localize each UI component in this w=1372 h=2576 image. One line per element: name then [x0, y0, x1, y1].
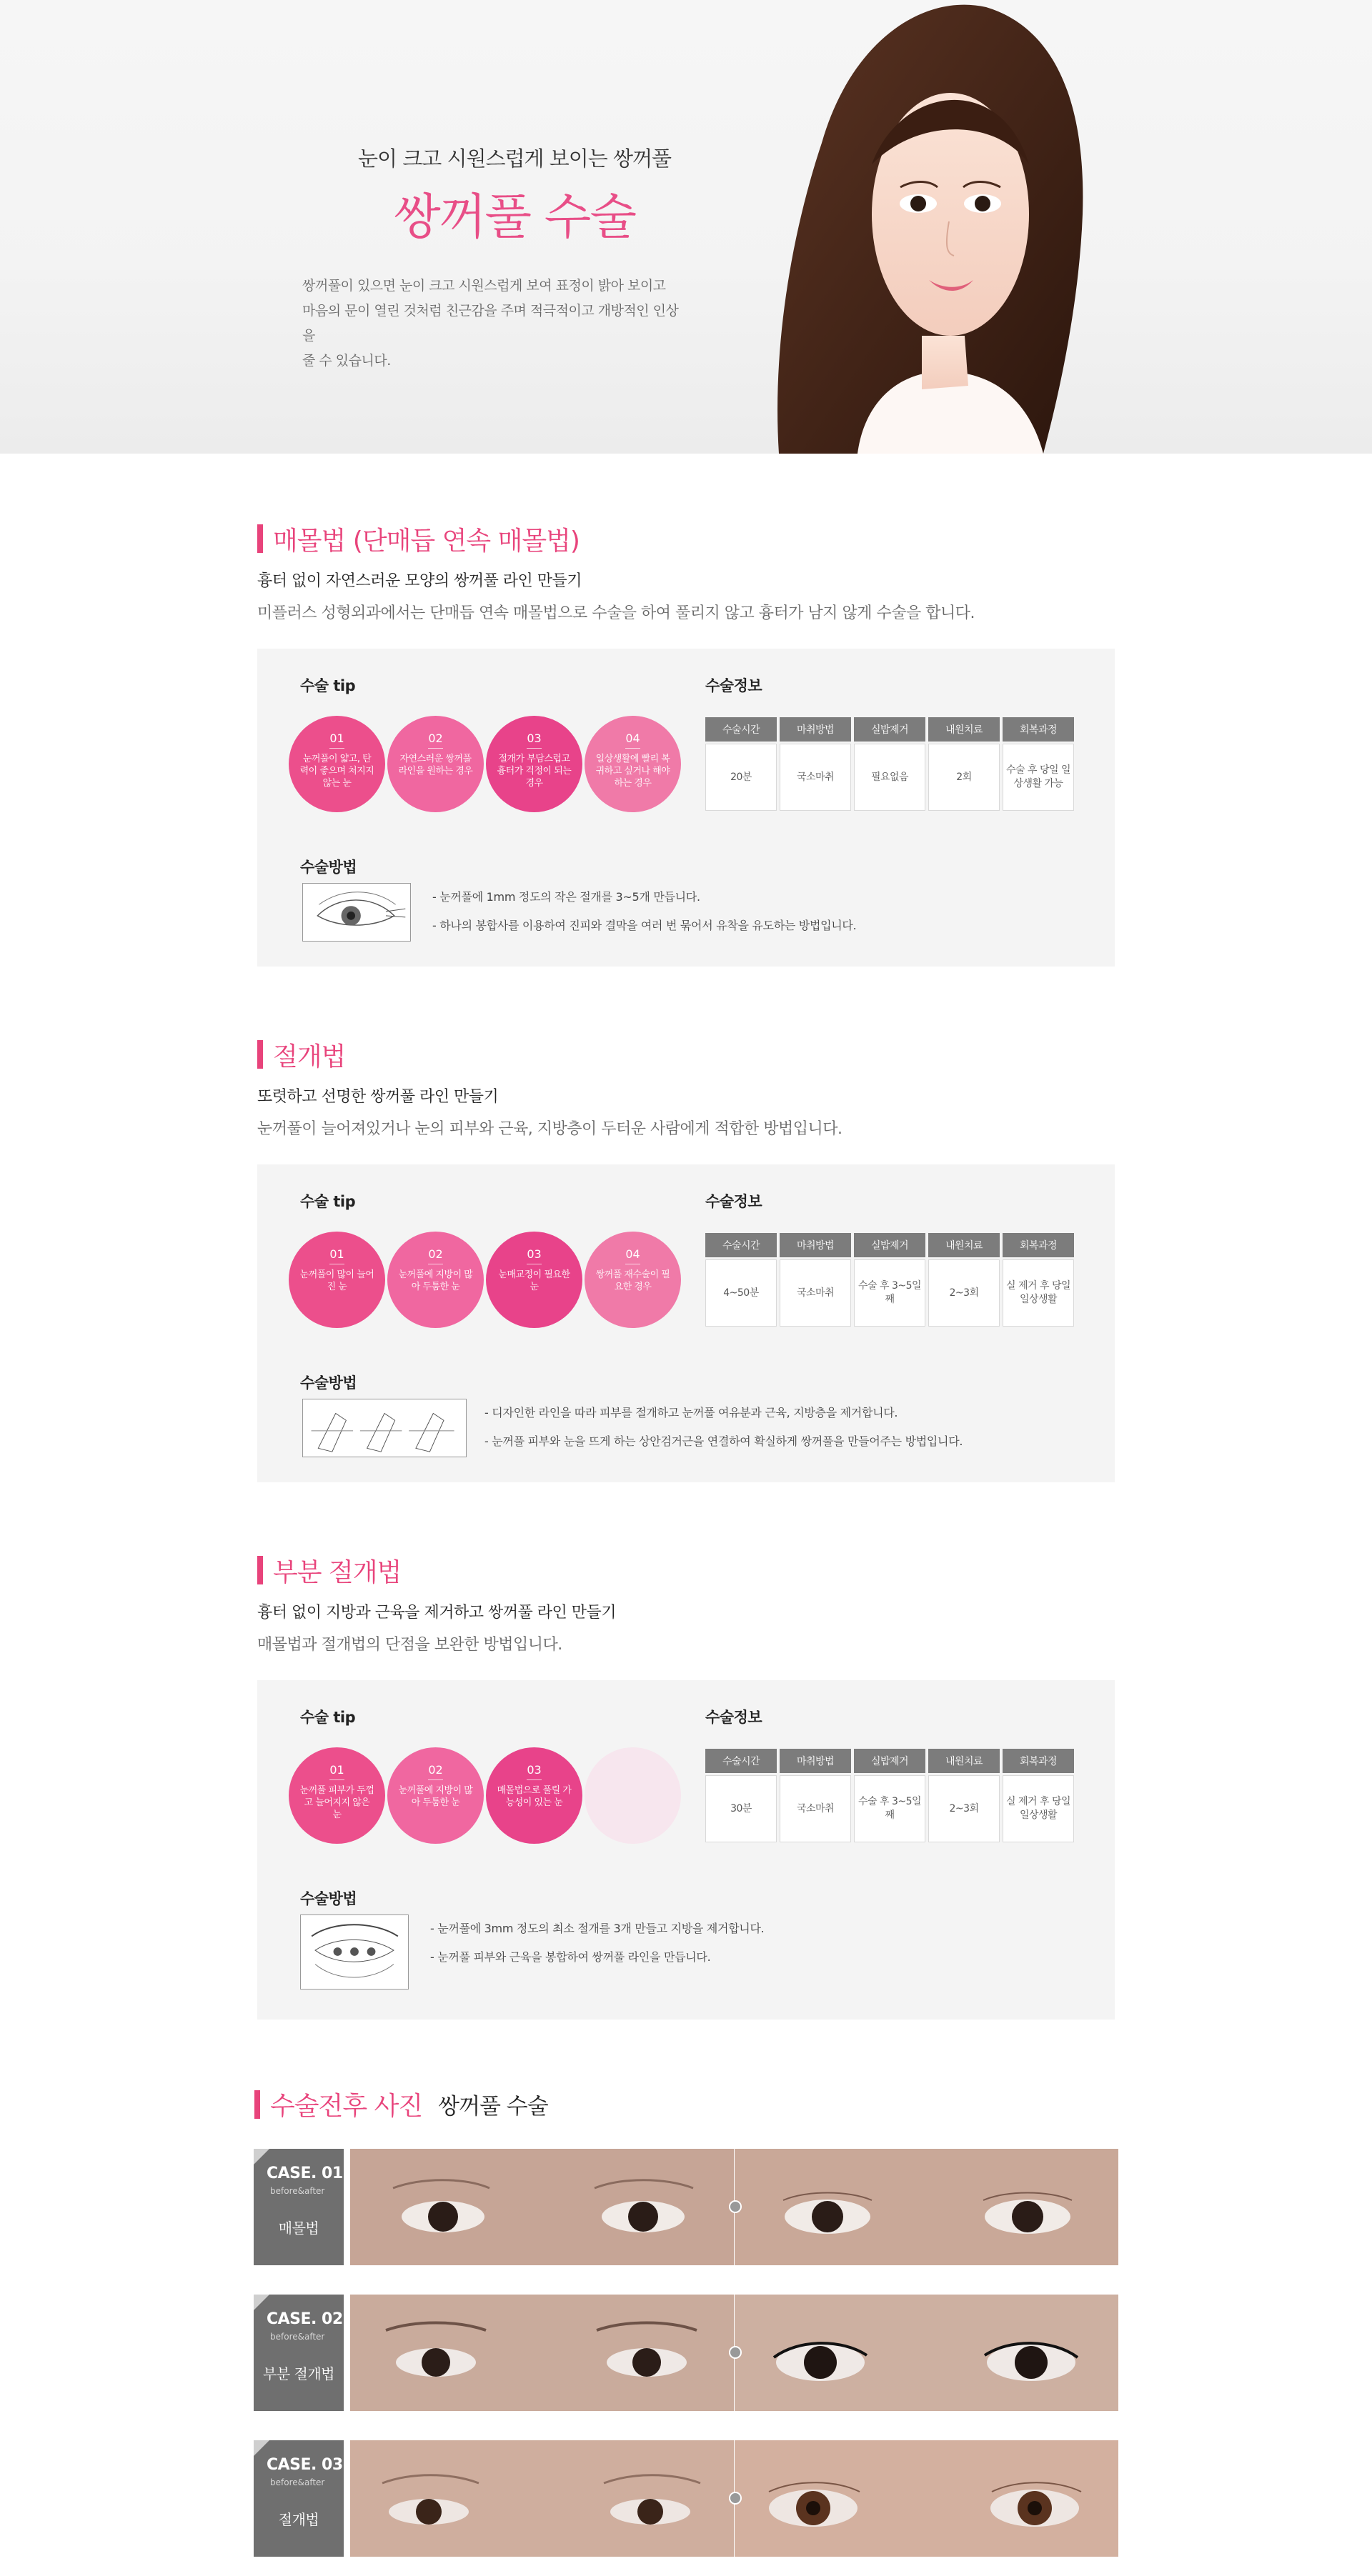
tip-text: 눈꺼풀이 얇고, 탄력이 좋으며 처지지 않는 눈: [299, 754, 374, 789]
surgery-info-panel: [257, 649, 1115, 967]
tip-text: 눈꺼풀에 지방이 많아 두툼한 눈: [398, 1785, 473, 1808]
info-value: 4~50분: [705, 1259, 777, 1327]
case-procedure-name: 절개법: [278, 2511, 319, 2528]
section-description: 눈꺼풀이 늘어져있거나 눈의 피부와 근육, 지방층이 두터운 사람에게 적합한 방법입니다.: [257, 1120, 842, 1138]
info-column: [928, 1749, 1000, 1842]
model-portrait-image: [686, 0, 1115, 454]
tip-heading: 수술 tip: [300, 677, 356, 694]
tip-text: 일상생활에 빨리 복귀하고 싶거나 해야 하는 경우: [595, 754, 670, 789]
tip-text: 자연스러운 쌍꺼풀 라인을 원하는 경우: [398, 754, 473, 777]
tip-heading: 수술 tip: [300, 1193, 356, 1210]
info-column: [854, 717, 925, 811]
tip-circle: [387, 1232, 484, 1328]
tip-text: 눈꺼풀에 지방이 많아 두툼한 눈: [398, 1269, 473, 1292]
tip-number: 03: [527, 1763, 541, 1780]
tip-text: 눈꺼풀 피부가 두껍고 늘어지지 않은 눈: [299, 1785, 374, 1820]
before-after-separator-icon: [729, 2346, 742, 2359]
title-accent-bar: [257, 1556, 263, 1584]
info-header: 내원치료: [928, 1233, 1000, 1257]
case-procedure-name: 매몰법: [278, 2220, 319, 2237]
info-value: 국소마취: [780, 1775, 851, 1842]
info-column: [780, 1749, 851, 1842]
method-description: [432, 883, 856, 940]
tip-circle-empty: [585, 1747, 681, 1844]
surgery-info-panel: [257, 1164, 1115, 1482]
eye-diagram-image: [302, 883, 411, 942]
info-column: [854, 1749, 925, 1842]
tip-circle: [387, 716, 484, 812]
info-value: 2회: [928, 744, 1000, 811]
before-photo: [350, 2440, 734, 2557]
info-header: 실밥제거: [854, 1749, 925, 1773]
info-column: [705, 1749, 777, 1842]
partial-incision-diagram-image: [300, 1914, 409, 1990]
info-column: [928, 1233, 1000, 1327]
section-title: [257, 521, 1115, 556]
tip-circle: [289, 716, 385, 812]
info-column: [854, 1233, 925, 1327]
surgery-info-panel: [257, 1680, 1115, 2020]
method-heading: 수술방법: [300, 1890, 357, 1907]
info-value: 30분: [705, 1775, 777, 1842]
tip-circle: [289, 1232, 385, 1328]
title-accent-bar: [257, 524, 263, 553]
tip-text: 눈꺼풀이 많이 늘어진 눈: [299, 1269, 374, 1292]
tip-number: 03: [527, 732, 541, 749]
case-tag: before&after: [270, 2332, 325, 2342]
info-value: 2~3회: [928, 1259, 1000, 1327]
case-label: [254, 2149, 344, 2265]
info-value: 20분: [705, 744, 777, 811]
tip-text: 쌍꺼풀 재수술이 필요한 경우: [595, 1269, 670, 1292]
tip-number: 04: [625, 732, 640, 749]
section-subtitle: 흉터 없이 지방과 근육을 제거하고 쌍꺼풀 라인 만들기: [257, 1604, 616, 1622]
info-value: 2~3회: [928, 1775, 1000, 1842]
hero-description: [302, 274, 688, 374]
info-header: 실밥제거: [854, 1233, 925, 1257]
after-photo: [735, 2295, 1118, 2411]
info-column: [780, 1233, 851, 1327]
method-line: - 눈꺼풀 피부와 근육을 봉합하여 쌍꺼풀 라인을 만듭니다.: [430, 1950, 711, 1964]
after-photo: [735, 2440, 1118, 2557]
tip-circle: [585, 1232, 681, 1328]
section-jeolgae: [257, 1037, 1115, 1482]
case-card: [254, 2149, 1118, 2265]
case-tag: before&after: [270, 2186, 325, 2196]
section-maemol: [257, 521, 1115, 967]
method-line: - 눈꺼풀 피부와 눈을 뜨게 하는 상안검거근을 연결하여 확실하게 쌍꺼풀을 만들어주는 방법입니다.: [484, 1434, 963, 1448]
hero-banner: [0, 0, 1372, 454]
section-description: 미플러스 성형외과에서는 단매듭 연속 매몰법으로 수술을 하여 풀리지 않고 흉터가 남지 않게 수술을 합니다.: [257, 604, 975, 622]
section-title: [257, 1553, 1115, 1587]
case-card: [254, 2440, 1118, 2557]
tip-circle: [486, 716, 582, 812]
tip-circle: [486, 1232, 582, 1328]
hero-desc-line: 쌍꺼풀이 있으면 눈이 크고 시원스럽게 보여 표정이 밝아 보이고: [302, 278, 666, 294]
tip-circle: [585, 716, 681, 812]
info-header: 마취방법: [780, 717, 851, 742]
info-column: [705, 1233, 777, 1327]
info-column: [928, 717, 1000, 811]
tip-number: 02: [428, 732, 442, 749]
info-header: 회복과정: [1003, 717, 1074, 742]
corner-decoration: [254, 2295, 269, 2310]
tip-number: 02: [428, 1763, 442, 1780]
corner-decoration: [254, 2149, 269, 2165]
section-title-text: 부분 절개법: [273, 1557, 402, 1587]
case-number: CASE. 01: [267, 2165, 343, 2182]
tip-text: 매몰법으로 풀릴 가능성이 있는 눈: [497, 1785, 572, 1808]
section-title-text: 매몰법 (단매듭 연속 매몰법): [273, 526, 580, 556]
info-value: 필요없음: [854, 744, 925, 811]
tip-circle: [387, 1747, 484, 1844]
corner-decoration: [254, 2440, 269, 2456]
info-table: [705, 1749, 1077, 1842]
tip-number: 01: [329, 732, 344, 749]
info-value: 국소마취: [780, 744, 851, 811]
info-column: [780, 717, 851, 811]
info-header: 내원치료: [928, 1749, 1000, 1773]
section-partial-jeolgae: [257, 1553, 1115, 2020]
method-description: [430, 1914, 764, 1972]
before-after-title: [254, 2086, 548, 2122]
info-header: 마취방법: [780, 1233, 851, 1257]
case-number: CASE. 02: [267, 2310, 343, 2328]
info-header: 수술시간: [705, 717, 777, 742]
case-tag: before&after: [270, 2477, 325, 2487]
tip-list: [289, 1232, 683, 1328]
hero-desc-line: 줄 수 있습니다.: [302, 353, 391, 369]
info-header: 회복과정: [1003, 1749, 1074, 1773]
info-header: 내원치료: [928, 717, 1000, 742]
tip-number: 03: [527, 1247, 541, 1264]
info-value: 실 제거 후 당일 일상생활: [1003, 1259, 1074, 1327]
hero-desc-line: 마음의 문이 열린 것처럼 친근감을 주며 적극적이고 개방적인 인상을: [302, 303, 679, 344]
tip-circle: [486, 1747, 582, 1844]
before-after-separator-icon: [729, 2200, 742, 2213]
before-after-heading: 수술전후 사진: [270, 2092, 423, 2121]
method-heading: 수술방법: [300, 859, 357, 876]
tip-number: 04: [625, 1247, 640, 1264]
info-column: [1003, 717, 1074, 811]
info-heading: 수술정보: [705, 1709, 762, 1726]
tip-number: 02: [428, 1247, 442, 1264]
method-line: - 디자인한 라인을 따라 피부를 절개하고 눈꺼풀 여유분과 근육, 지방층을 제거합니다.: [484, 1406, 898, 1419]
info-column: [705, 717, 777, 811]
section-subtitle: 흉터 없이 자연스러운 모양의 쌍꺼풀 라인 만들기: [257, 572, 582, 590]
info-value: 국소마취: [780, 1259, 851, 1327]
before-photo: [350, 2149, 734, 2265]
method-line: - 눈꺼풀에 3mm 정도의 최소 절개를 3개 만들고 지방을 제거합니다.: [430, 1922, 765, 1935]
tip-number: 01: [329, 1247, 344, 1264]
section-title: [257, 1037, 1115, 1072]
info-header: 실밥제거: [854, 717, 925, 742]
info-table: [705, 1233, 1077, 1327]
tip-list: [289, 1747, 683, 1844]
case-number: CASE. 03: [267, 2456, 343, 2474]
info-table: [705, 717, 1077, 811]
before-photo: [350, 2295, 734, 2411]
case-card: [254, 2295, 1118, 2411]
case-label: [254, 2295, 344, 2411]
title-accent-bar: [254, 2090, 260, 2119]
tip-text: 절개가 부담스럽고 흉터가 걱정이 되는 경우: [497, 754, 572, 789]
info-header: 마취방법: [780, 1749, 851, 1773]
after-photo: [735, 2149, 1118, 2265]
info-header: 수술시간: [705, 1749, 777, 1773]
before-after-separator-icon: [729, 2492, 742, 2505]
info-value: 수술 후 3~5일째: [854, 1259, 925, 1327]
method-line: - 하나의 봉합사를 이용하여 진피와 결막을 여러 번 묶어서 유착을 유도하는 방법입니다.: [432, 919, 857, 932]
info-header: 회복과정: [1003, 1233, 1074, 1257]
info-heading: 수술정보: [705, 1193, 762, 1210]
method-description: [484, 1399, 963, 1456]
info-value: 수술 후 3~5일째: [854, 1775, 925, 1842]
tip-heading: 수술 tip: [300, 1709, 356, 1726]
tip-text: 눈매교정이 필요한 눈: [498, 1269, 570, 1292]
section-subtitle: 또렷하고 선명한 쌍꺼풀 라인 만들기: [257, 1088, 499, 1106]
tip-list: [289, 716, 683, 812]
section-description: 매몰법과 절개법의 단점을 보완한 방법입니다.: [257, 1636, 562, 1654]
tip-number: 01: [329, 1763, 344, 1780]
before-after-subheading: 쌍꺼풀 수술: [438, 2094, 548, 2120]
method-heading: 수술방법: [300, 1374, 357, 1392]
case-label: [254, 2440, 344, 2557]
section-title-text: 절개법: [273, 1042, 346, 1072]
info-column: [1003, 1233, 1074, 1327]
info-column: [1003, 1749, 1074, 1842]
info-heading: 수술정보: [705, 677, 762, 694]
hero-subtitle: 눈이 크고 시원스럽게 보이는 쌍꺼풀: [357, 146, 672, 171]
info-header: 수술시간: [705, 1233, 777, 1257]
info-value: 수술 후 당일 일상생활 가능: [1003, 744, 1074, 811]
info-value: 실 제거 후 당일 일상생활: [1003, 1775, 1074, 1842]
hero-title: 쌍꺼풀 수술: [393, 189, 636, 246]
title-accent-bar: [257, 1040, 263, 1069]
method-line: - 눈꺼풀에 1mm 정도의 작은 절개를 3~5개 만듭니다.: [432, 890, 700, 904]
incision-diagram-image: [302, 1399, 467, 1457]
tip-circle: [289, 1747, 385, 1844]
case-procedure-name: 부분 절개법: [263, 2365, 334, 2382]
